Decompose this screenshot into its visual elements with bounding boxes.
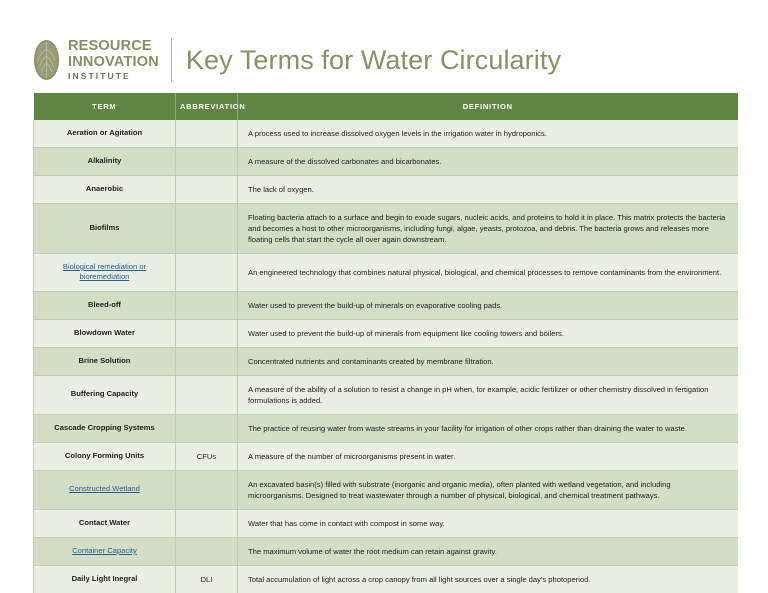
cell-abbreviation	[176, 148, 238, 176]
table-row	[34, 176, 738, 204]
cell-definition: A measure of the ability of a solution to resist a change in pH when, for example, acidic fertilizer or other chemistry dissolved in fertigation formulations is added.	[238, 375, 738, 414]
table-row	[34, 120, 738, 148]
cell-definition: An engineered technology that combines natural physical, biological, and chemical processes to remove contaminants from the environment.	[238, 254, 738, 292]
column-header-term: TERM	[34, 93, 176, 120]
cell-term: Brine Solution	[34, 347, 176, 375]
table-row	[34, 148, 738, 176]
cell-term: Buffering Capacity	[34, 375, 176, 414]
cell-abbreviation	[176, 414, 238, 442]
cell-definition: A measure of the dissolved carbonates and bicarbonates.	[238, 148, 738, 176]
cell-definition: Water used to prevent the build-up of minerals on evaporative cooling pads.	[238, 291, 738, 319]
cell-definition: The lack of oxygen.	[238, 176, 738, 204]
brand-logo	[33, 36, 159, 84]
cell-abbreviation	[176, 120, 238, 148]
cell-abbreviation	[176, 537, 238, 565]
table-row	[34, 204, 738, 254]
brand-line-3: INSTITUTE	[68, 71, 131, 82]
brand-wordmark	[68, 39, 159, 81]
cell-abbreviation	[176, 509, 238, 537]
cell-term: Daily Light Inegral	[34, 565, 176, 593]
table-row	[34, 442, 738, 470]
cell-definition: Water used to prevent the build-up of minerals from equipment like cooling towers and boilers.	[238, 319, 738, 347]
cell-abbreviation	[176, 176, 238, 204]
page-title: Key Terms for Water Circularity	[185, 44, 562, 75]
cell-definition: An excavated basin(s) filled with substrate (inorganic and organic media), often planted with wetland vegetation, and including microorganisms. Designed to treat wastewater through a number of physical, biological, and chemical treatment pathways.	[238, 470, 738, 509]
table-row	[34, 470, 738, 509]
table-row	[34, 319, 738, 347]
cell-term: Alkalinity	[34, 148, 176, 176]
cell-definition: The practice of reusing water from waste streams in your facility for irrigation of other crops rather than draining the water to waste.	[238, 414, 738, 442]
key-terms-table-container	[33, 93, 737, 593]
table-row	[34, 509, 738, 537]
term-link[interactable]: Container Capacity	[72, 545, 137, 555]
document-header	[33, 36, 561, 84]
table-row	[34, 254, 738, 292]
cell-term	[34, 537, 176, 565]
cell-term: Cascade Cropping Systems	[34, 414, 176, 442]
header-divider	[171, 38, 172, 82]
cell-abbreviation	[176, 347, 238, 375]
term-link[interactable]: Biological remediation or bioremediation	[62, 262, 147, 282]
cell-term	[34, 470, 176, 509]
cell-term: Aeration or Agitation	[34, 120, 176, 148]
brand-line-1: RESOURCE	[68, 38, 152, 55]
column-header-abbreviation: ABBREVIATION	[176, 93, 238, 120]
cell-term	[34, 254, 176, 292]
cell-definition: A process used to increase dissolved oxygen levels in the irrigation water in hydroponics.	[238, 120, 738, 148]
cell-definition: Water that has come in contact with compost in some way.	[238, 509, 738, 537]
cell-term: Biofilms	[34, 204, 176, 254]
cell-abbreviation	[176, 204, 238, 254]
cell-abbreviation	[176, 254, 238, 292]
cell-definition: Floating bacteria attach to a surface and begin to exude sugars, nucleic acids, and proteins to hold it in place. This matrix protects the bacteria and becomes a host to other microorganisms, including fungi, algae, yeasts, protozoa, and debris. The bacteria grows and releases more floating cells that start the cycle all over again downstream.	[238, 204, 738, 254]
table-header-row	[34, 93, 738, 120]
leaf-oval-icon	[33, 39, 60, 81]
cell-definition: Total accumulation of light across a crop canopy from all light sources over a single day's photoperiod.	[238, 565, 738, 593]
cell-abbreviation	[176, 319, 238, 347]
cell-abbreviation: CFUs	[176, 442, 238, 470]
table-row	[34, 291, 738, 319]
cell-definition: A measure of the number of microorganisms present in water.	[238, 442, 738, 470]
cell-abbreviation	[176, 470, 238, 509]
cell-definition: The maximum volume of water the root medium can retain against gravity.	[238, 537, 738, 565]
cell-abbreviation: DLI	[176, 565, 238, 593]
cell-term: Anaerobic	[34, 176, 176, 204]
table-row	[34, 537, 738, 565]
cell-definition: Concentrated nutrients and contaminants created by membrane filtration.	[238, 347, 738, 375]
cell-term: Blowdown Water	[34, 319, 176, 347]
cell-abbreviation	[176, 291, 238, 319]
key-terms-table	[33, 93, 738, 593]
cell-abbreviation	[176, 375, 238, 414]
brand-line-2: INNOVATION	[68, 53, 159, 70]
table-row	[34, 347, 738, 375]
cell-term: Contact Water	[34, 509, 176, 537]
cell-term: Colony Forming Units	[34, 442, 176, 470]
table-row	[34, 565, 738, 593]
column-header-definition: DEFINITION	[238, 93, 738, 120]
table-row	[34, 375, 738, 414]
table-body	[34, 120, 738, 593]
table-row	[34, 414, 738, 442]
term-link[interactable]: Constructed Wetland	[69, 484, 140, 494]
cell-term: Bleed-off	[34, 291, 176, 319]
